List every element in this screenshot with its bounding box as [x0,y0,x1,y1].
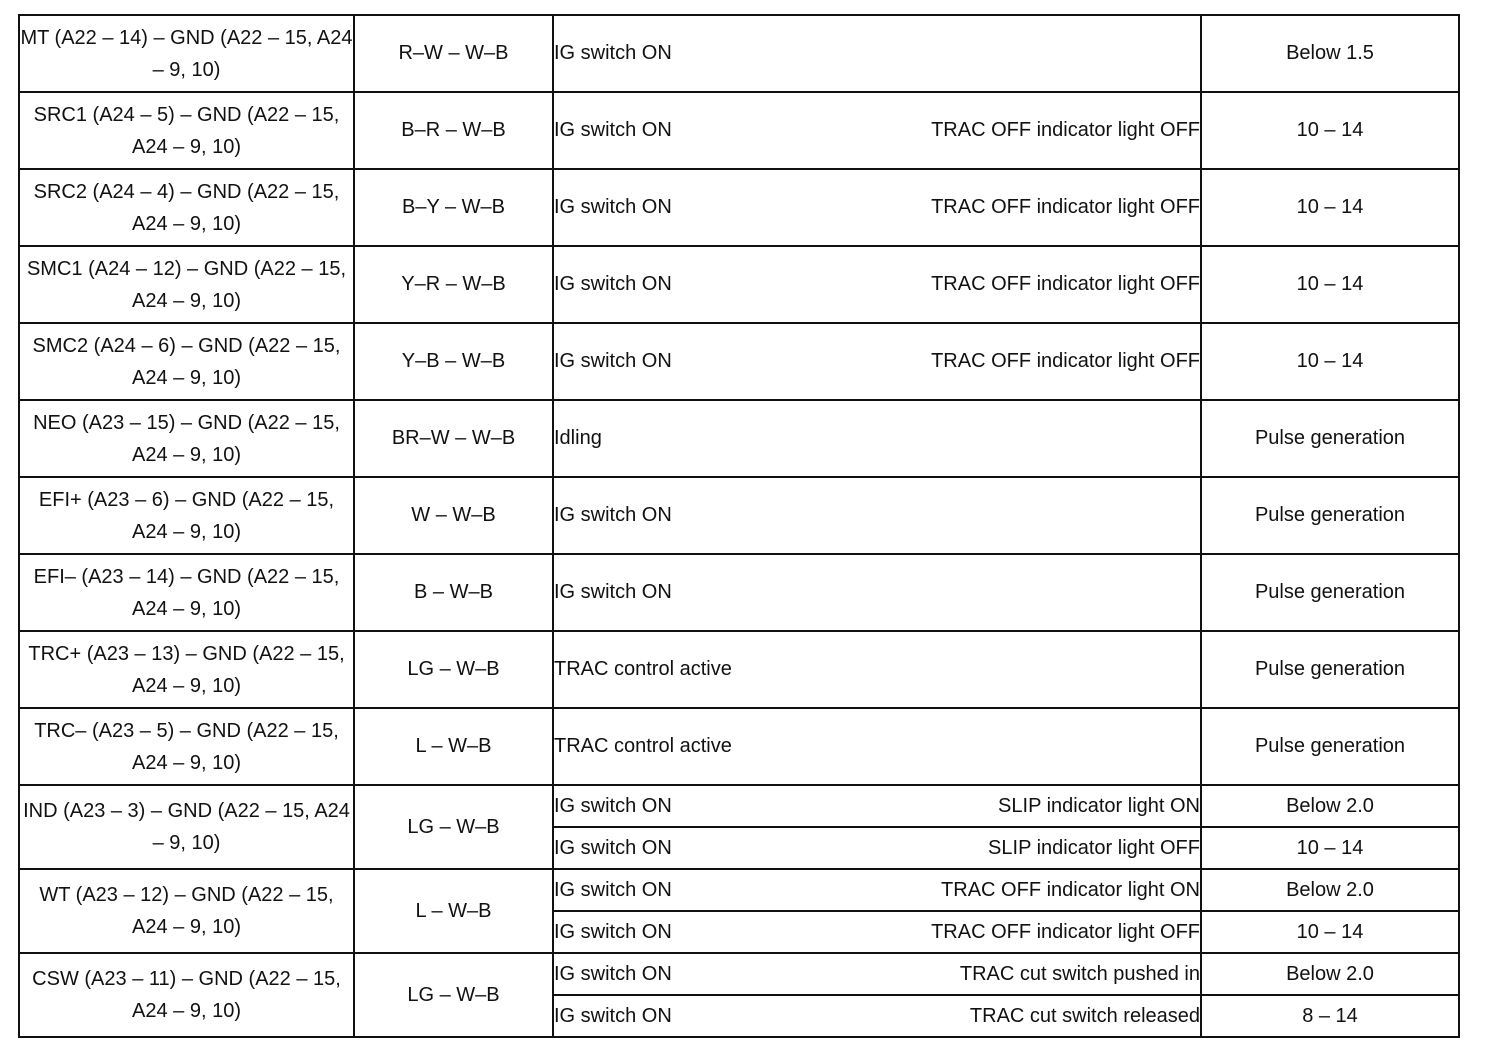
condition-state: IG switch ON [554,1004,672,1027]
condition-cell [553,911,1201,953]
table-row [19,246,1459,323]
condition-cell [553,400,1201,477]
condition-cell [553,169,1201,246]
terminal-cell: EFI+ (A23 – 6) – GND (A22 – 15, A24 – 9, 10) [19,477,354,554]
wire-color-cell: B–Y – W–B [354,169,553,246]
terminal-cell: SRC2 (A24 – 4) – GND (A22 – 15, A24 – 9, 10) [19,169,354,246]
condition-detail: TRAC OFF indicator light OFF [931,920,1200,943]
specified-condition-cell: Below 2.0 [1201,785,1459,827]
condition-state: IG switch ON [554,42,672,64]
wire-color-cell: R–W – W–B [354,15,553,92]
condition-detail: SLIP indicator light OFF [988,836,1200,859]
wire-color-cell: B–R – W–B [354,92,553,169]
specified-condition-cell: Pulse generation [1201,631,1459,708]
condition-detail: TRAC OFF indicator light OFF [931,119,1200,141]
terminal-cell: NEO (A23 – 15) – GND (A22 – 15, A24 – 9, 10) [19,400,354,477]
condition-cell [553,477,1201,554]
wire-color-cell: LG – W–B [354,785,553,869]
specified-condition-cell: 10 – 14 [1201,323,1459,400]
wire-color-cell: Y–B – W–B [354,323,553,400]
condition-state: IG switch ON [554,196,672,218]
specified-condition-cell: 10 – 14 [1201,92,1459,169]
specified-condition-cell: Below 1.5 [1201,15,1459,92]
condition-detail: SLIP indicator light ON [998,794,1200,817]
condition-detail: TRAC cut switch released [969,1004,1200,1027]
wire-color-cell: L – W–B [354,869,553,953]
terminal-cell: WT (A23 – 12) – GND (A22 – 15, A24 – 9, 10) [19,869,354,953]
condition-state: IG switch ON [554,962,672,985]
terminal-cell: EFI– (A23 – 14) – GND (A22 – 15, A24 – 9, 10) [19,554,354,631]
table-row [19,477,1459,554]
wire-color-cell: L – W–B [354,708,553,785]
condition-state: IG switch ON [554,119,672,141]
table-row [19,554,1459,631]
condition-cell [553,92,1201,169]
table-row [19,708,1459,785]
wire-color-cell: BR–W – W–B [354,400,553,477]
condition-state: IG switch ON [554,273,672,295]
condition-cell [553,708,1201,785]
terminal-cell: SRC1 (A24 – 5) – GND (A22 – 15, A24 – 9, 10) [19,92,354,169]
wire-color-cell: LG – W–B [354,953,553,1037]
condition-state: TRAC control active [554,735,732,757]
condition-cell [553,554,1201,631]
condition-cell [553,953,1201,995]
condition-cell [553,827,1201,869]
terminal-cell: TRC– (A23 – 5) – GND (A22 – 15, A24 – 9, 10) [19,708,354,785]
table-row [19,400,1459,477]
wire-color-cell: Y–R – W–B [354,246,553,323]
terminal-cell: MT (A22 – 14) – GND (A22 – 15, A24 – 9, 10) [19,15,354,92]
specified-condition-cell: 10 – 14 [1201,911,1459,953]
table-row [19,785,1459,827]
wire-color-cell: LG – W–B [354,631,553,708]
condition-detail: TRAC OFF indicator light OFF [931,273,1200,295]
specified-condition-cell: 10 – 14 [1201,169,1459,246]
terminal-cell: CSW (A23 – 11) – GND (A22 – 15, A24 – 9, 10) [19,953,354,1037]
condition-state: IG switch ON [554,350,672,372]
condition-cell [553,995,1201,1037]
condition-cell [553,323,1201,400]
condition-state: TRAC control active [554,658,732,680]
table-row [19,631,1459,708]
condition-detail: TRAC cut switch pushed in [959,962,1200,985]
condition-state: IG switch ON [554,836,672,859]
condition-cell [553,15,1201,92]
table-body [19,15,1459,1037]
table-row [19,953,1459,995]
condition-detail: TRAC OFF indicator light OFF [931,350,1200,372]
specified-condition-cell: 10 – 14 [1201,246,1459,323]
specified-condition-cell: Pulse generation [1201,477,1459,554]
condition-state: IG switch ON [554,878,672,901]
condition-detail: TRAC OFF indicator light ON [941,878,1200,901]
condition-cell [553,246,1201,323]
condition-state: IG switch ON [554,920,672,943]
condition-cell [553,869,1201,911]
specified-condition-cell: 10 – 14 [1201,827,1459,869]
condition-state: Idling [554,427,602,449]
terminal-cell: TRC+ (A23 – 13) – GND (A22 – 15, A24 – 9, 10) [19,631,354,708]
table-row [19,869,1459,911]
condition-cell [553,631,1201,708]
table-row [19,323,1459,400]
specified-condition-cell: Pulse generation [1201,554,1459,631]
wire-color-cell: B – W–B [354,554,553,631]
table-row [19,169,1459,246]
specified-condition-cell: Pulse generation [1201,708,1459,785]
specified-condition-cell: 8 – 14 [1201,995,1459,1037]
condition-cell [553,785,1201,827]
specified-condition-cell: Below 2.0 [1201,869,1459,911]
table-row [19,15,1459,92]
condition-state: IG switch ON [554,794,672,817]
specified-condition-cell: Below 2.0 [1201,953,1459,995]
terminal-cell: SMC1 (A24 – 12) – GND (A22 – 15, A24 – 9, 10) [19,246,354,323]
condition-state: IG switch ON [554,581,672,603]
condition-detail: TRAC OFF indicator light OFF [931,196,1200,218]
terminal-inspection-table [18,14,1460,1038]
terminal-cell: IND (A23 – 3) – GND (A22 – 15, A24 – 9, 10) [19,785,354,869]
specified-condition-cell: Pulse generation [1201,400,1459,477]
table-row [19,92,1459,169]
wire-color-cell: W – W–B [354,477,553,554]
condition-state: IG switch ON [554,504,672,526]
terminal-cell: SMC2 (A24 – 6) – GND (A22 – 15, A24 – 9, 10) [19,323,354,400]
